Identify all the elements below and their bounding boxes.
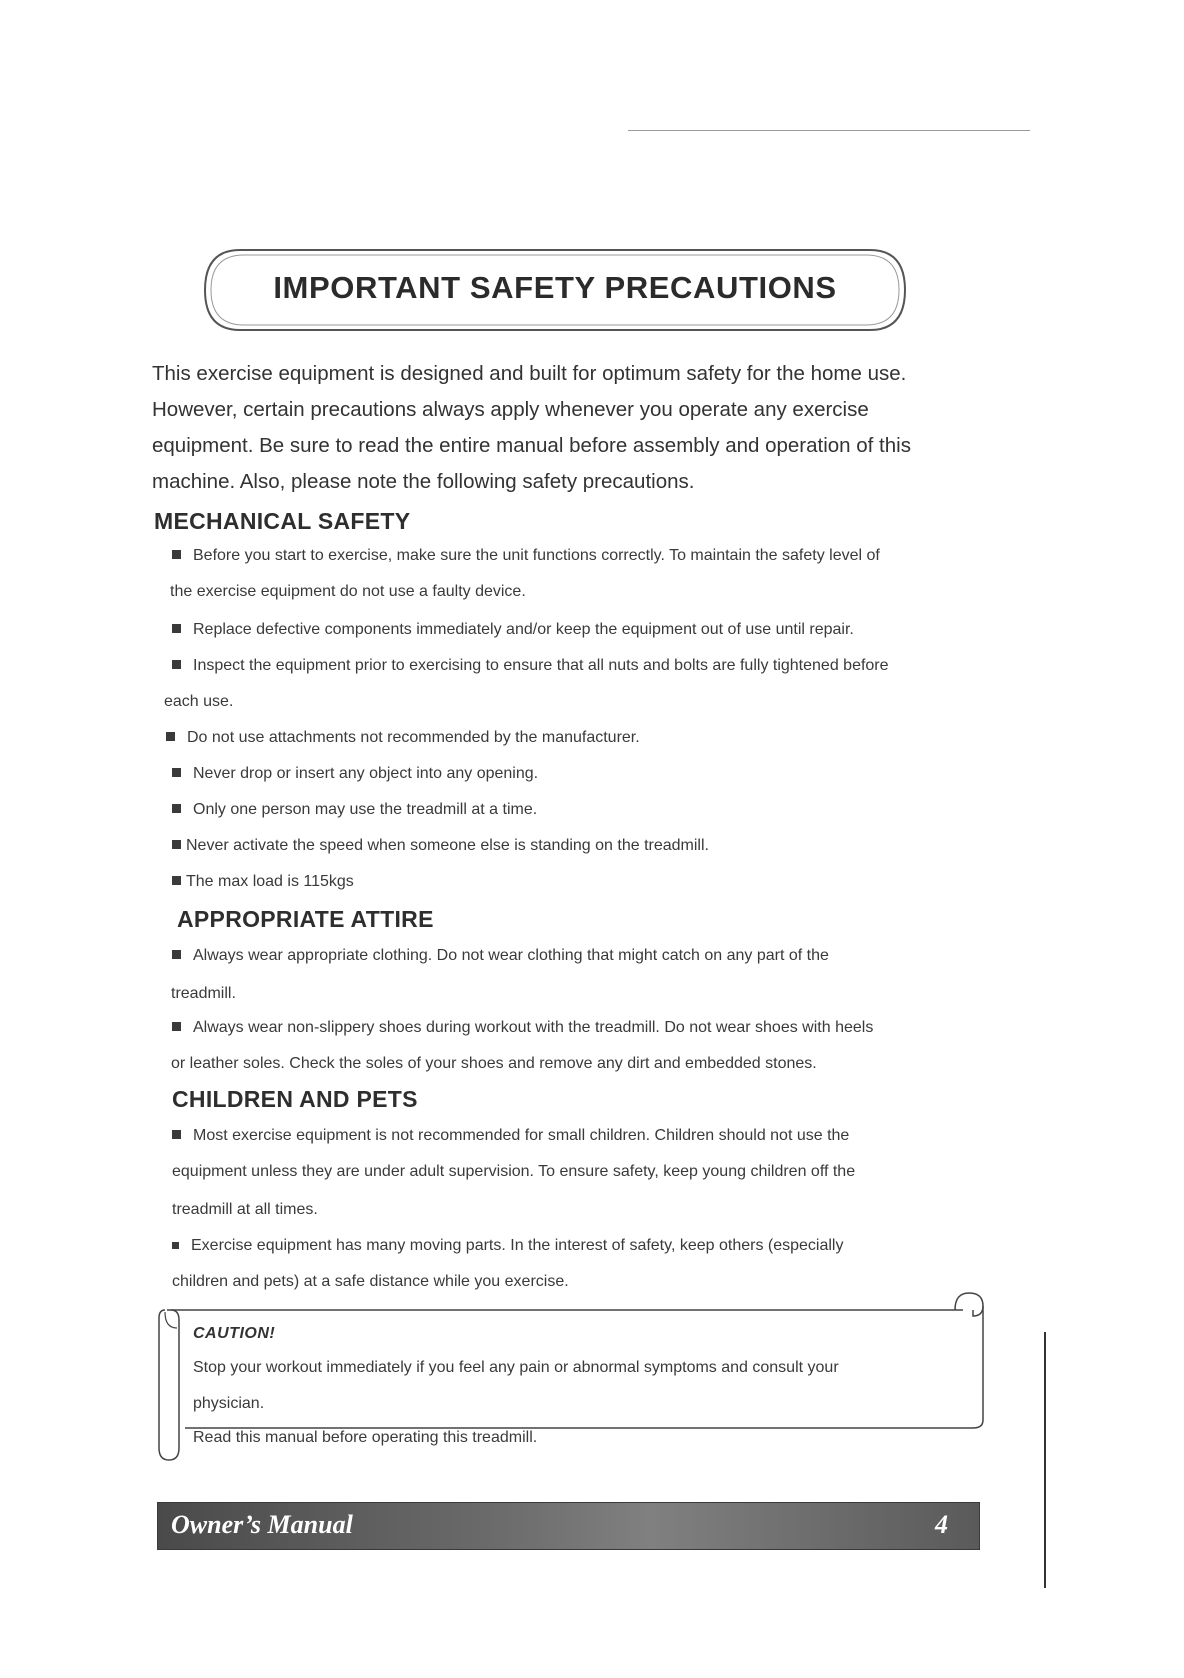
list-item: Always wear non-slippery shoes during workout with the treadmill. Do not wear shoes with heels: [172, 1010, 1002, 1046]
intro-line: However, certain precautions always apply whenever you operate any exercise: [152, 398, 869, 421]
side-rule: [1044, 1332, 1046, 1588]
bullet-icon: [172, 1242, 179, 1249]
footer-bar: [157, 1502, 980, 1550]
title-banner: [200, 244, 910, 336]
intro-paragraph: [152, 356, 952, 500]
list-item-continued: treadmill.: [171, 985, 236, 1002]
bullet-icon: [166, 732, 175, 741]
intro-line: This exercise equipment is designed and built for optimum safety for the home use.: [152, 362, 907, 385]
list-item: Always wear appropriate clothing. Do not wear clothing that might catch on any part of the: [172, 938, 1002, 974]
intro-line: machine. Also, please note the following safety precautions.: [152, 470, 695, 493]
list-item-continued: the exercise equipment do not use a faulty device.: [170, 583, 526, 600]
appropriate-attire-heading: APPROPRIATE ATTIRE: [177, 906, 434, 932]
page-number: 4: [935, 1510, 948, 1539]
bullet-icon: [172, 660, 181, 669]
bullet-icon: [172, 840, 181, 849]
children-and-pets-heading: CHILDREN AND PETS: [172, 1086, 418, 1112]
caution-text: physician.: [193, 1395, 265, 1412]
intro-line: equipment. Be sure to read the entire manual before assembly and operation of this: [152, 434, 911, 457]
list-item-continued: children and pets) at a safe distance while you exercise.: [172, 1273, 569, 1290]
list-item: The max load is 115kgs: [172, 864, 1002, 900]
bullet-icon: [172, 1022, 181, 1031]
mechanical-safety-heading: MECHANICAL SAFETY: [154, 508, 411, 534]
bullet-icon: [172, 804, 181, 813]
list-item-continued: each use.: [164, 693, 234, 710]
list-item: Only one person may use the treadmill at a time.: [172, 792, 1002, 828]
list-item: Inspect the equipment prior to exercising to ensure that all nuts and bolts are fully tightened before: [172, 648, 1002, 684]
list-item: Do not use attachments not recommended by the manufacturer.: [166, 720, 996, 756]
list-item: Exercise equipment has many moving parts. In the interest of safety, keep others (especially: [172, 1228, 1002, 1264]
list-item: Replace defective components immediately and/or keep the equipment out of use until repair.: [172, 612, 1002, 648]
page-title: IMPORTANT SAFETY PRECAUTIONS: [273, 270, 837, 305]
list-item: Most exercise equipment is not recommended for small children. Children should not use the: [172, 1118, 1002, 1154]
caution-title: CAUTION!: [193, 1325, 276, 1342]
list-item-continued: equipment unless they are under adult supervision. To ensure safety, keep young children off the: [172, 1163, 856, 1180]
list-item-continued: treadmill at all times.: [172, 1201, 318, 1218]
caution-text: Stop your workout immediately if you feel any pain or abnormal symptoms and consult your: [193, 1359, 839, 1376]
bullet-icon: [172, 950, 181, 959]
caution-text: Read this manual before operating this treadmill.: [193, 1429, 538, 1446]
list-item: Never activate the speed when someone else is standing on the treadmill.: [172, 828, 1002, 864]
top-rule: [628, 130, 1030, 131]
bullet-icon: [172, 768, 181, 777]
bullet-icon: [172, 1130, 181, 1139]
footer-title: Owner’s Manual: [171, 1510, 353, 1539]
bullet-icon: [172, 550, 181, 559]
bullet-icon: [172, 624, 181, 633]
list-item-continued: or leather soles. Check the soles of your shoes and remove any dirt and embedded stones.: [171, 1055, 817, 1072]
list-item: Before you start to exercise, make sure the unit functions correctly. To maintain the safety level of: [172, 538, 1002, 574]
bullet-icon: [172, 876, 181, 885]
list-item: Never drop or insert any object into any opening.: [172, 756, 1002, 792]
